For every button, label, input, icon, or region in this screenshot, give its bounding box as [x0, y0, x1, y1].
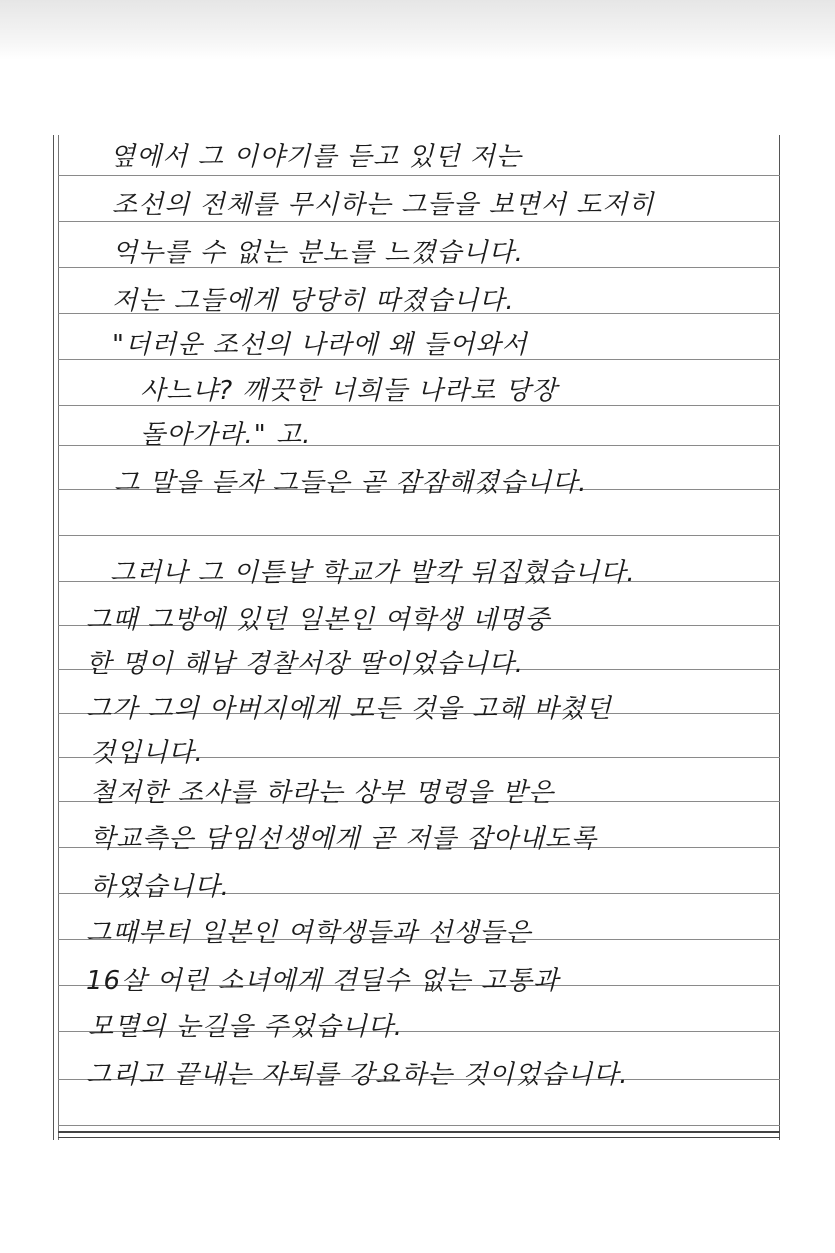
left-margin-line-inner — [58, 135, 59, 1140]
handwritten-line: 그가 그의 아버지에게 모든 것을 고해 바쳤던 — [86, 694, 612, 724]
handwritten-line: 사느냐? 깨끗한 너희들 나라로 당장 — [140, 376, 558, 406]
handwritten-line: 그러나 그 이튿날 학교가 발칵 뒤집혔습니다. — [110, 558, 636, 588]
left-margin-line — [53, 135, 54, 1140]
handwritten-line: 그 말을 듣자 그들은 곧 잠잠해졌습니다. — [114, 468, 588, 498]
scanner-edge-shadow — [0, 0, 835, 60]
handwritten-line: 조선의 전체를 무시하는 그들을 보면서 도저히 — [112, 190, 655, 220]
handwritten-line: 저는 그들에게 당당히 따졌습니다. — [112, 286, 515, 316]
ruled-line — [58, 1125, 780, 1126]
handwritten-line: 그때 그방에 있던 일본인 여학생 네명중 — [86, 605, 551, 635]
bottom-border-line-inner — [58, 1137, 780, 1138]
handwritten-line: 것입니다. — [90, 738, 204, 768]
handwritten-line: 억누를 수 없는 분노를 느꼈습니다. — [112, 238, 524, 268]
handwritten-line: 16살 어린 소녀에게 견딜수 없는 고통과 — [86, 966, 560, 996]
ruled-line — [58, 175, 780, 176]
handwritten-line: 모멸의 눈길을 주었습니다. — [88, 1012, 404, 1042]
handwritten-line: 그리고 끝내는 자퇴를 강요하는 것이었습니다. — [86, 1060, 629, 1090]
handwritten-line: 그때부터 일본인 여학생들과 선생들은 — [86, 918, 532, 948]
ruled-line — [58, 535, 780, 536]
handwritten-line: 학교측은 담임선생에게 곧 저를 잡아내도록 — [90, 824, 598, 854]
handwritten-line: 하였습니다. — [90, 872, 230, 902]
handwritten-line: 옆에서 그 이야기를 듣고 있던 저는 — [110, 142, 522, 172]
handwritten-line: 철저한 조사를 하라는 상부 명령을 받은 — [90, 778, 555, 808]
handwritten-line: 한 명이 해남 경찰서장 딸이었습니다. — [86, 649, 525, 679]
bottom-border-line — [58, 1131, 780, 1133]
handwritten-line: "더러운 조선의 나라에 왜 들어와서 — [112, 330, 528, 360]
handwritten-line: 돌아가라." 고. — [140, 420, 312, 450]
right-margin-line — [779, 135, 780, 1140]
ruled-paper — [50, 135, 780, 1140]
